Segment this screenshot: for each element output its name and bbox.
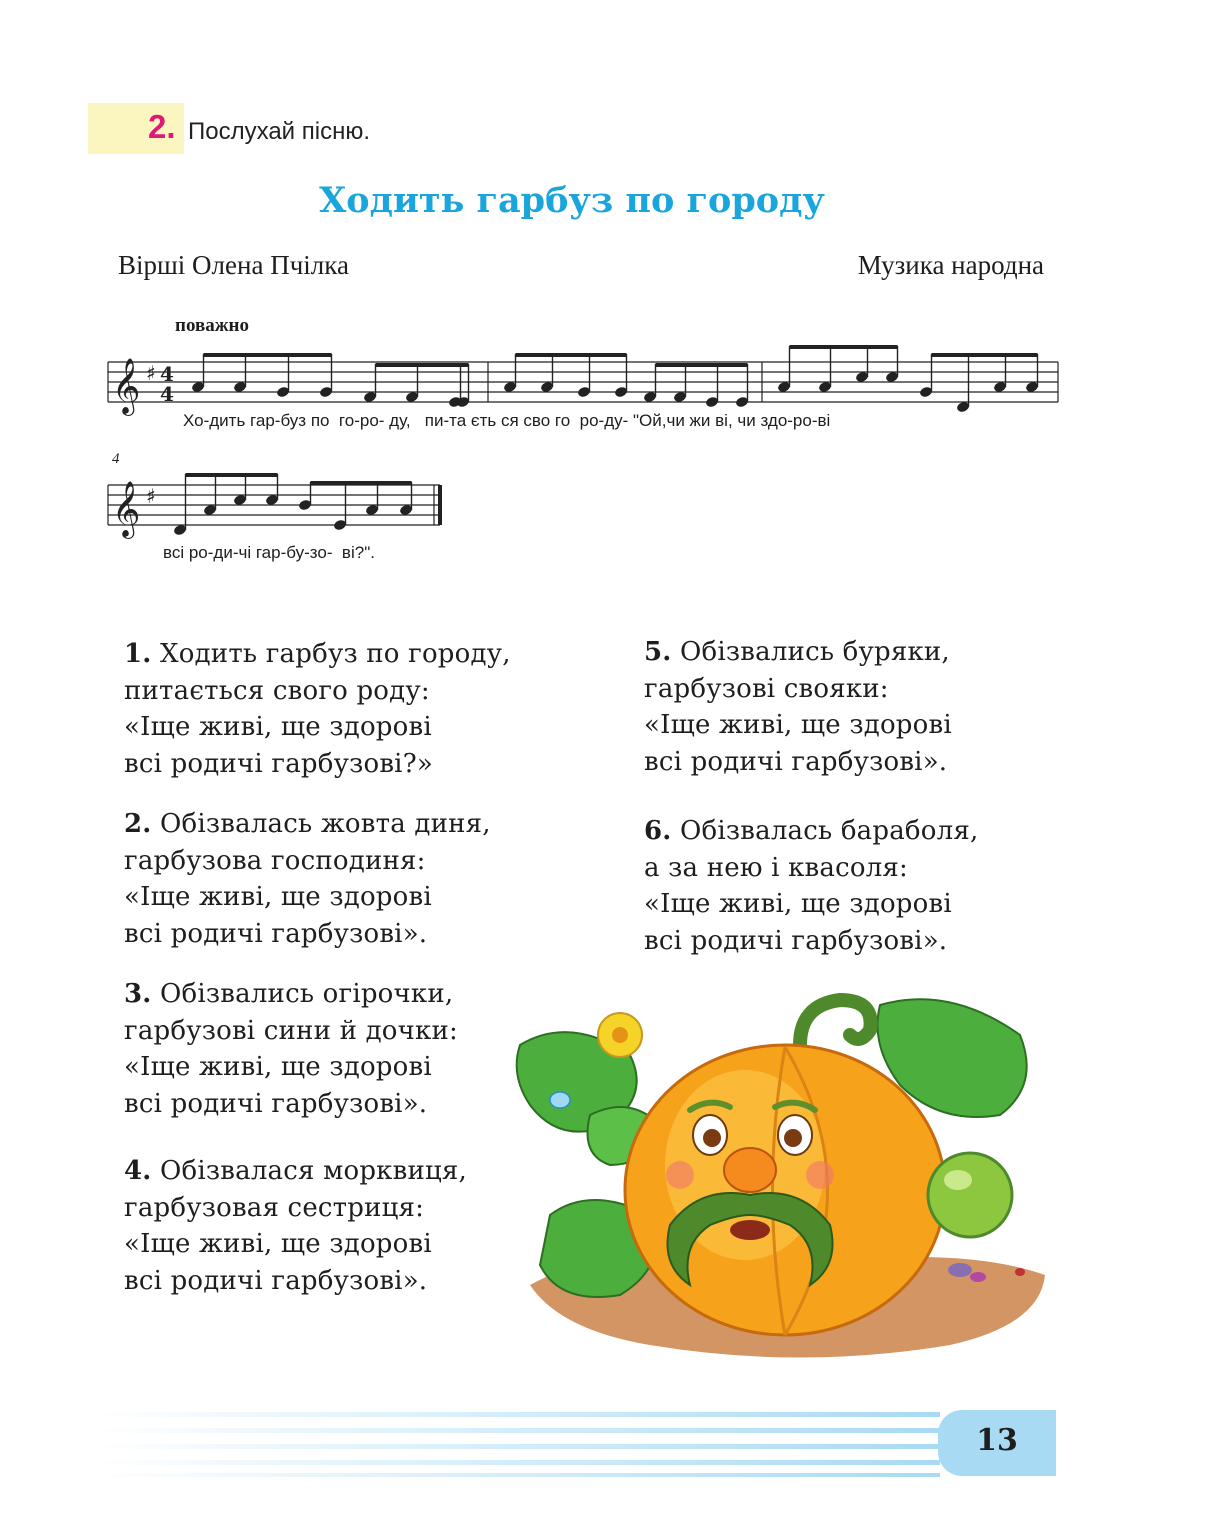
- pumpkin-illustration: [500, 985, 1060, 1375]
- verse-1: [124, 636, 511, 782]
- sheet-music: [0, 0, 1211, 600]
- verse-line: «Іще живі, ще здорові: [644, 710, 952, 740]
- key-signature-sharp-icon: ♯: [146, 484, 156, 508]
- verse-number: 2.: [124, 809, 152, 839]
- note-beam: [516, 353, 627, 357]
- music-author: Музика народна: [857, 250, 1044, 280]
- verse-line: всі родичі гарбузові?»: [124, 748, 433, 779]
- verse-line: Обізвалась жовта диня,: [160, 809, 491, 839]
- key-signature-sharp-icon: ♯: [146, 361, 156, 385]
- note-beam: [932, 353, 1038, 357]
- verse-line: Обізвались огірочки,: [160, 979, 454, 1009]
- verse-line: всі родичі гарбузові».: [644, 746, 948, 777]
- verse-6: [644, 813, 978, 959]
- verse-line: всі родичі гарбузові».: [124, 1265, 428, 1296]
- verse-line: Обізвались буряки,: [680, 637, 950, 667]
- note-beam: [186, 473, 278, 477]
- note-beam: [376, 363, 469, 367]
- tempo-marking: поважно: [175, 315, 249, 336]
- verse-line: Обізвалася морквиця,: [160, 1156, 467, 1186]
- page-number: 13: [976, 1423, 1018, 1458]
- verse-line: гарбузова господиня:: [124, 845, 426, 876]
- verse-line: «Іще живі, ще здорові: [124, 882, 432, 912]
- note-beam: [204, 353, 332, 357]
- verse-2: [124, 806, 491, 952]
- verse-line: «Іще живі, ще здорові: [124, 1229, 432, 1259]
- task-number: 2.: [148, 108, 176, 145]
- verse-number: 6.: [644, 816, 672, 846]
- verse-line: всі родичі гарбузові».: [644, 925, 948, 956]
- verse-number: 4.: [124, 1156, 152, 1186]
- verse-line: «Іще живі, ще здорові: [644, 889, 952, 919]
- lyrics-line-2: всі ро-ди-чі гар-бу-зо- ві?".: [163, 543, 375, 562]
- verse-line: «Іще живі, ще здорові: [124, 1052, 432, 1082]
- verse-5: [644, 634, 952, 780]
- staff-1-notes: [191, 345, 1039, 413]
- verse-number: 5.: [644, 637, 672, 667]
- verse-line: гарбузові сини й дочки:: [124, 1015, 458, 1046]
- lyrics-line-1: Хо-дить гар-буз по го-ро- ду, пи-та єть ся сво го ро-ду- "Ой,чи жи ві, чи здо-ро-ві: [183, 411, 831, 430]
- task-instruction: Послухай пісню.: [188, 118, 371, 145]
- note-beam: [790, 345, 898, 349]
- treble-clef-icon: 𝄞: [112, 481, 141, 537]
- verse-line: питається свого роду:: [124, 675, 430, 706]
- final-barline: [438, 485, 442, 525]
- treble-clef-icon: 𝄞: [112, 358, 141, 414]
- verse-line: всі родичі гарбузові».: [124, 1088, 428, 1119]
- lyrics-author: Вірші Олена Пчілка: [118, 250, 349, 280]
- staff-2: [108, 485, 440, 525]
- time-signature-bottom: 4: [160, 382, 174, 406]
- verse-number: 3.: [124, 979, 152, 1009]
- note-beam: [656, 363, 748, 367]
- note-beam: [311, 481, 412, 485]
- verse-line: Обізвалась бараболя,: [680, 816, 979, 846]
- verse-line: Ходить гарбуз по городу,: [160, 639, 511, 669]
- verse-line: а за нею і квасоля:: [644, 852, 908, 883]
- time-signature-top: 4: [160, 362, 174, 386]
- measure-number: 4: [112, 451, 120, 467]
- verse-line: гарбузовая сестриця:: [124, 1192, 425, 1223]
- verse-4: [124, 1153, 467, 1299]
- verse-line: всі родичі гарбузові».: [124, 918, 428, 949]
- verse-3: [124, 976, 458, 1122]
- verse-line: «Іще живі, ще здорові: [124, 712, 432, 742]
- song-title: Ходить гарбуз по городу: [319, 180, 825, 221]
- footer-decoration: [90, 1410, 940, 1480]
- verse-number: 1.: [124, 639, 152, 669]
- verse-line: гарбузові свояки:: [644, 673, 889, 704]
